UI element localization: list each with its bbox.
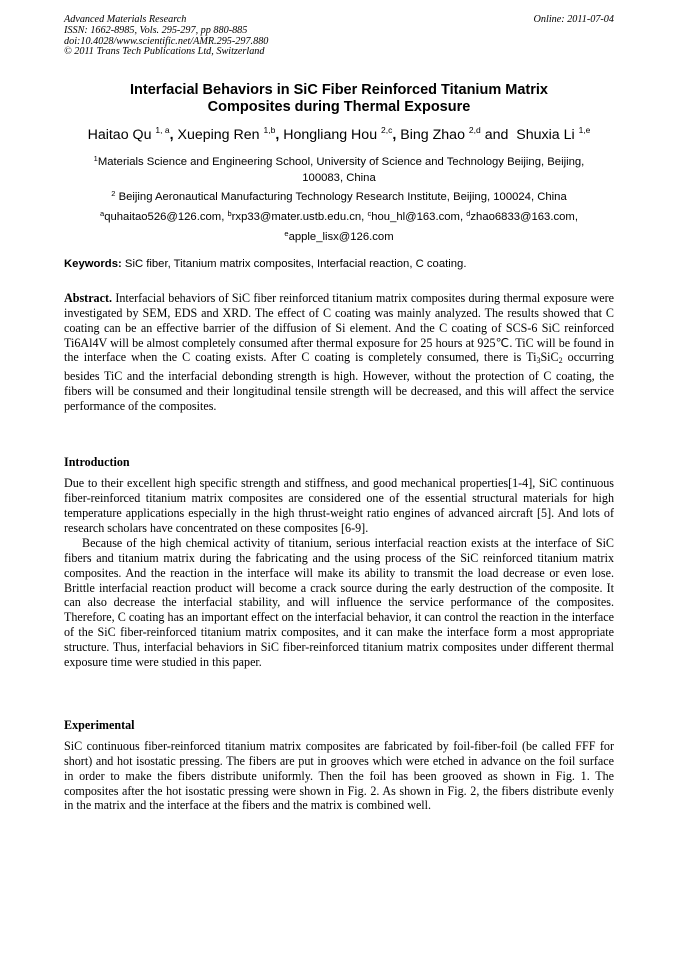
abstract-text: SiC [540,350,559,365]
issn-line: ISSN: 1662-8985, Vols. 295-297, pp 880-885 [64,24,248,36]
email-address: hou_hl@163.com, [371,211,467,223]
paper-title [64,82,614,116]
introduction-paragraph-1: Due to their excellent high specific strength and stiffness, and good mechanical properties[1-4], SiC continuous fiber-reinforced titanium matrix composites are considered one of the essential structural materials for high temperature applications especially in the high thrust-weight ratio engines of advanced aircraft [5]. And lots of research scholars have concentrated on these composites [6-9]. [64,476,614,535]
author-list [64,121,614,144]
keywords-line [64,257,614,272]
abstract-text: occurring besides TiC and the interfacial debonding strength is high. However, without the protection of C coating, the fibers will be consumed and their longitudinal tensile strength will be decreased, and this will affect the service performance of the composites. [64,350,614,413]
online-date: Online: 2011-07-04 [533,14,614,25]
abstract-label: Abstract. [64,291,113,305]
author-name: Bing Zhao [400,127,465,143]
author-superscript: 1,e [578,125,591,135]
author-name: Hongliang Hou [283,127,378,143]
author-superscript: 1, a [155,125,170,135]
author-superscript: 1,b [263,125,276,135]
affiliation-superscript: 2 [111,189,116,198]
email-superscript: a [100,209,105,218]
title-line-1: Interfacial Behaviors in SiC Fiber Reinforced Titanium Matrix [130,82,548,98]
introduction-paragraph-2: Because of the high chemical activity of titanium, serious interfacial reaction exists at the interface of SiC fibers and titanium matrix during the fabricating and the using process of the SiC reinforced titanium matrix composites. And the reaction in the interface will make its ability to transmit the load decrease or even lose. Brittle interfacial reaction product will become a crack source during the early destruction of the composite. It can also decrease the interfacial stability, and will influence the service performance of the composites. Therefore, C coating has an important effect on the interfacial behavior, it can control the reaction in the interface of the SiC fiber-reinforced titanium matrix composites, and it can make the interface form a most appropriate structure. Thus, interfacial behaviors in SiC fiber-reinforced titanium matrix composites under different thermal exposure time were studied in this paper. [64,536,614,669]
journal-header [64,15,268,58]
author-name: Xueping Ren [177,127,260,143]
copyright-line: © 2011 Trans Tech Publications Ltd, Switzerland [64,46,265,58]
doi-line: doi:10.4028/www.scientific.net/AMR.295-297.880 [64,35,269,47]
affiliation-text: Beijing Aeronautical Manufacturing Technology Research Institute, Beijing, 100024, China [118,191,567,203]
journal-name: Advanced Materials Research [64,14,187,25]
author-name: Haitao Qu [87,127,152,143]
author-separator: , [275,127,284,143]
abstract-text: Interfacial behaviors of SiC fiber reinforced titanium matrix composites during thermal exposure were investigated by SEM, EDS and XRD. The effect of C coating was mainly analyzed. The results showed that C coating can be an effective barrier of the diffusion of Si element. And the C coating of SCS-6 SiC reinforced Ti6Al4V will be almost completely consumed after thermal exposure for 25 hours at 925℃. TiC will be found in the interface when the C coating exists. After C coating is completely consumed, there is Ti [64,291,614,365]
affiliation-2 [64,186,614,206]
author-emails [64,206,614,245]
experimental-heading: Experimental [64,718,135,732]
email-address: quhaitao526@126.com, [104,211,228,223]
author-superscript: 2,d [468,125,481,135]
email-address: apple_lisx@126.com [288,230,394,243]
abstract-paragraph [64,291,614,414]
email-address: zhao6833@163.com, [470,211,578,223]
affiliation-text: Materials Science and Engineering School, University of Science and Technology Beijing, Beijing, [97,156,585,168]
keywords-text: SiC fiber, Titanium matrix composites, Interfacial reaction, C coating. [124,258,467,270]
email-address: rxp33@mater.ustb.edu.cn, [231,211,368,223]
affiliation-superscript: 1 [93,154,98,163]
author-superscript: 2,c [381,125,393,135]
subscript: 2 [558,356,563,366]
subscript: 3 [536,356,541,366]
affiliation-1 [64,151,614,186]
email-superscript: d [466,209,471,218]
affiliation-text: 100083, China [302,171,376,184]
email-superscript: b [227,209,232,218]
author-name: Shuxia Li [516,127,575,143]
author-separator: and [480,127,513,143]
author-separator: , [392,127,401,143]
author-separator: , [169,127,178,143]
title-line-2: Composites during Thermal Exposure [207,99,471,115]
email-superscript: c [367,209,372,218]
experimental-paragraph-1: SiC continuous fiber-reinforced titanium matrix composites are fabricated by foil-fiber-foil (be called FFF for short) and hot isostatic pressing. The fibers are put in grooves which were etched in advance on the foil surface in order to make the fibers distribute uniformly. Then the foil has been grooved as shown in Fig. 1. The composites after the hot isostatic pressing were shown in Fig. 2. As shown in Fig. 2, the fibers distribute evenly in the matrix and the interface at the fibers and the matrix is combined well. [64,739,614,813]
email-superscript: e [284,228,289,238]
introduction-heading: Introduction [64,455,130,469]
keywords-label: Keywords: [64,258,122,270]
